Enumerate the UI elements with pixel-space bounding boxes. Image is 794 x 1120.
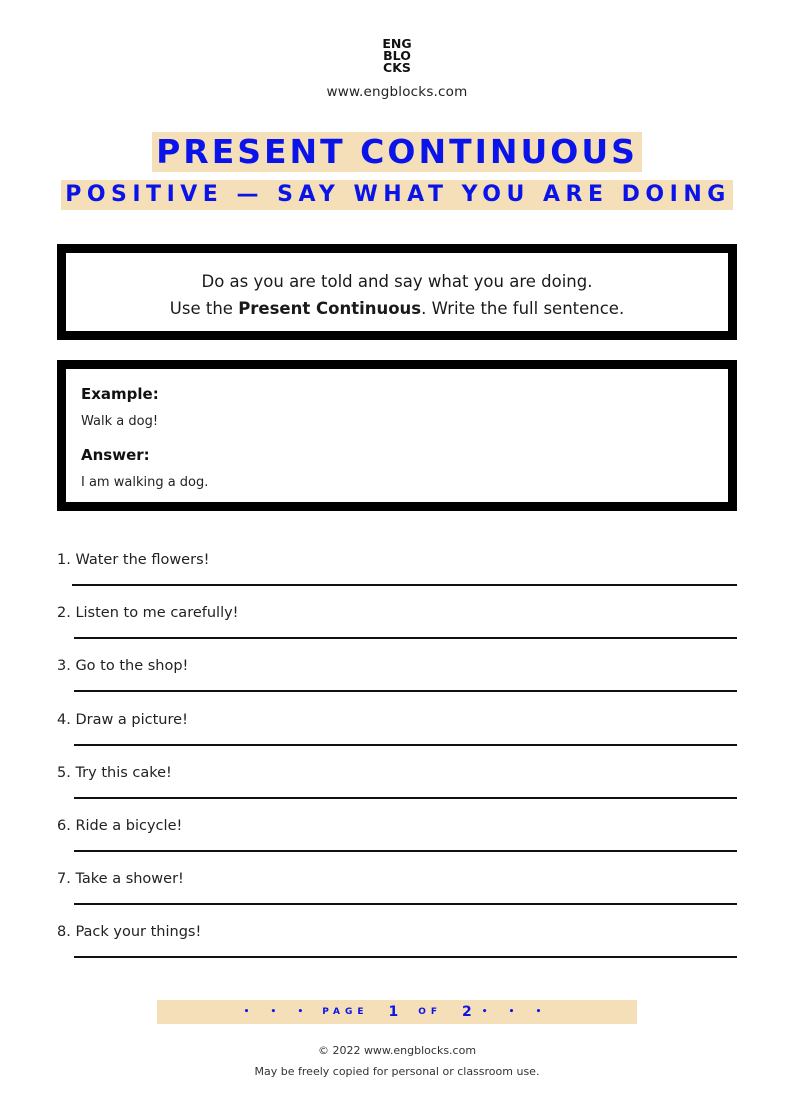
example-label: Example: bbox=[81, 385, 159, 403]
page-dots: • • • bbox=[243, 1007, 313, 1017]
exercise-prompt: 2. Listen to me carefully! bbox=[57, 605, 239, 621]
instructions-line-1: Do as you are told and say what you are doing. bbox=[201, 272, 593, 291]
instructions-text: . Write the full sentence. bbox=[421, 299, 625, 318]
instructions-text: Use the bbox=[169, 299, 239, 318]
exercise-item bbox=[57, 923, 737, 976]
logo-line: CKS bbox=[383, 60, 411, 75]
page-dots: • • • bbox=[481, 1007, 551, 1017]
answer-line[interactable] bbox=[72, 584, 737, 586]
exercise-prompt: 8. Pack your things! bbox=[57, 924, 202, 940]
example-text: Walk a dog! bbox=[81, 414, 159, 429]
answer-line[interactable] bbox=[74, 690, 737, 692]
exercise-prompt: 3. Go to the shop! bbox=[57, 658, 189, 674]
exercise-prompt: 1. Water the flowers! bbox=[57, 552, 210, 568]
exercise-prompt: 5. Try this cake! bbox=[57, 765, 172, 781]
page-indicator bbox=[157, 1000, 637, 1024]
total-page-number: 2 bbox=[462, 1004, 472, 1020]
answer-line[interactable] bbox=[74, 744, 737, 746]
of-word: OF bbox=[418, 1007, 443, 1017]
footer-copyright: © 2022 www.engblocks.com bbox=[317, 1044, 477, 1057]
logo-line: BLO bbox=[383, 48, 411, 63]
logo-line: ENG bbox=[382, 36, 412, 51]
page-subtitle: POSITIVE — SAY WHAT YOU ARE DOING bbox=[61, 180, 733, 210]
page-title: PRESENT CONTINUOUS bbox=[152, 132, 642, 172]
exercise-item bbox=[57, 764, 737, 817]
exercise-item bbox=[57, 711, 737, 764]
instructions-line-2 bbox=[66, 295, 728, 322]
exercise-prompt: 6. Ride a bicycle! bbox=[57, 818, 183, 834]
instructions-box bbox=[57, 244, 737, 340]
instructions-tense-name: Present Continuous bbox=[238, 299, 422, 318]
current-page-number: 1 bbox=[388, 1004, 399, 1020]
answer-line[interactable] bbox=[74, 903, 737, 905]
answer-text: I am walking a dog. bbox=[81, 475, 209, 490]
answer-line[interactable] bbox=[74, 956, 737, 958]
answer-line[interactable] bbox=[74, 797, 737, 799]
exercise-item bbox=[57, 870, 737, 923]
exercise-item bbox=[57, 657, 737, 710]
answer-line[interactable] bbox=[74, 637, 737, 639]
exercise-prompt: 7. Take a shower! bbox=[57, 871, 184, 887]
engblocks-logo bbox=[382, 38, 411, 74]
exercise-item bbox=[57, 604, 737, 657]
site-url[interactable]: www.engblocks.com bbox=[326, 84, 468, 100]
answer-label: Answer: bbox=[81, 446, 150, 464]
footer-license: May be freely copied for personal or classroom use. bbox=[254, 1065, 540, 1078]
header bbox=[0, 38, 794, 100]
answer-line[interactable] bbox=[74, 850, 737, 852]
exercise-prompt: 4. Draw a picture! bbox=[57, 712, 188, 728]
page-word: PAGE bbox=[322, 1007, 369, 1017]
exercise-item bbox=[57, 817, 737, 870]
example-box bbox=[57, 360, 737, 511]
exercise-item bbox=[57, 551, 737, 604]
